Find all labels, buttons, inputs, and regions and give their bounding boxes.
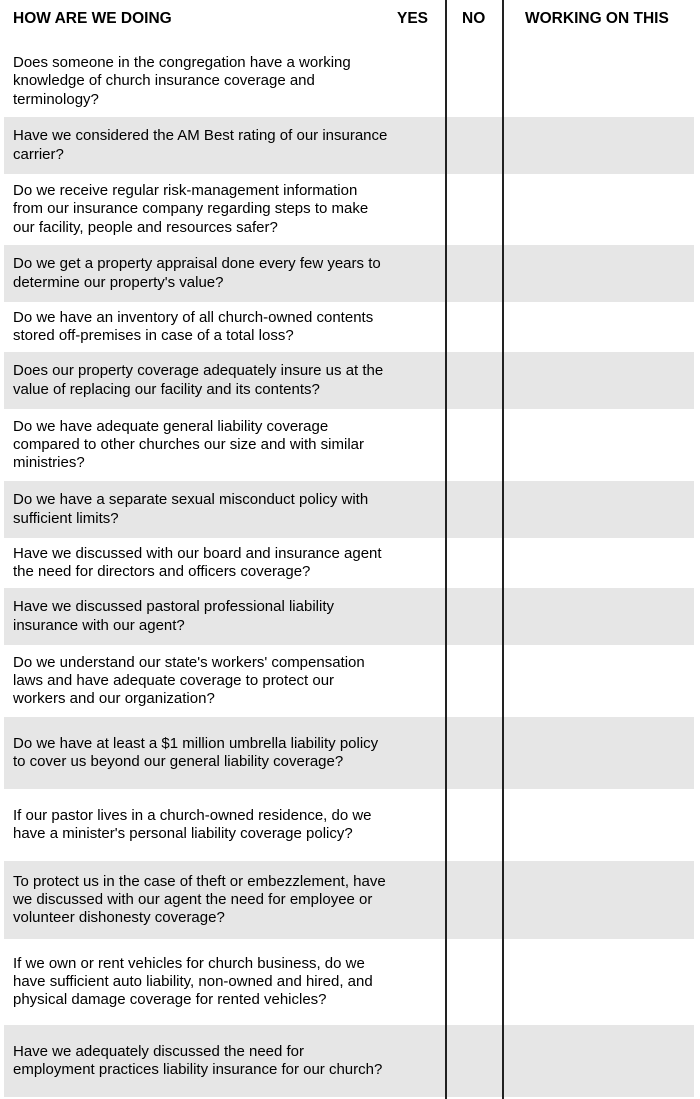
question-text: Does our property coverage adequately insure us at the value of replacing our facility and its contents? bbox=[13, 362, 384, 398]
question-row bbox=[4, 939, 694, 1025]
question-text: Have we discussed with our board and insurance agent the need for directors and officers coverage? bbox=[13, 544, 382, 580]
question-row bbox=[4, 302, 694, 352]
question-row bbox=[4, 117, 694, 174]
question-text: Do we have adequate general liability coverage compared to other churches our size and with similar ministries? bbox=[13, 417, 364, 472]
question-row bbox=[4, 409, 694, 481]
header-no: NO bbox=[462, 10, 486, 27]
question-row bbox=[4, 46, 694, 117]
question-row bbox=[4, 352, 694, 409]
question-text: Have we discussed pastoral professional liability insurance with our agent? bbox=[13, 598, 334, 634]
question-row bbox=[4, 588, 694, 645]
header-working-on-this: WORKING ON THIS bbox=[525, 10, 669, 27]
column-divider-yes-no bbox=[445, 0, 447, 1099]
question-text: Have we adequately discussed the need for employment practices liability insurance for our church? bbox=[13, 1042, 383, 1078]
question-text: Do we have a separate sexual misconduct policy with sufficient limits? bbox=[13, 491, 369, 527]
question-text: Do we receive regular risk-management information from our insurance company regarding steps to make our facility, people and resources safer? bbox=[13, 182, 369, 236]
header-yes: YES bbox=[397, 10, 429, 27]
question-text: Do we understand our state's workers' compensation laws and have adequate coverage to protect our workers and our organization? bbox=[13, 653, 365, 708]
question-row bbox=[4, 717, 694, 789]
question-row bbox=[4, 538, 694, 588]
column-divider-no-working bbox=[502, 0, 504, 1099]
question-row bbox=[4, 245, 694, 302]
question-text: If our pastor lives in a church-owned residence, do we have a minister's personal liability coverage policy? bbox=[13, 806, 372, 842]
question-list bbox=[4, 46, 694, 1097]
header-question: HOW ARE WE DOING bbox=[13, 10, 172, 27]
question-text: Do we get a property appraisal done every few years to determine our property's value? bbox=[13, 255, 381, 291]
question-text: Do we have at least a $1 million umbrella liability policy to cover us beyond our general liability coverage? bbox=[13, 734, 379, 770]
question-text: Do we have an inventory of all church-owned contents stored off-premises in case of a total loss? bbox=[13, 308, 374, 344]
question-text: To protect us in the case of theft or embezzlement, have we discussed with our agent the need for employee or volunteer dishonesty coverage? bbox=[13, 872, 386, 927]
question-row bbox=[4, 789, 694, 861]
question-text: If we own or rent vehicles for church business, do we have sufficient auto liability, non-owned and hired, and physical damage coverage for rented vehicles? bbox=[13, 954, 373, 1009]
question-row bbox=[4, 861, 694, 939]
question-text: Does someone in the congregation have a working knowledge of church insurance coverage and terminology? bbox=[13, 54, 351, 108]
question-row bbox=[4, 645, 694, 717]
question-row bbox=[4, 481, 694, 538]
question-text: Have we considered the AM Best rating of our insurance carrier? bbox=[13, 127, 388, 163]
table-header bbox=[0, 0, 700, 38]
question-row bbox=[4, 174, 694, 245]
question-row bbox=[4, 1025, 694, 1097]
